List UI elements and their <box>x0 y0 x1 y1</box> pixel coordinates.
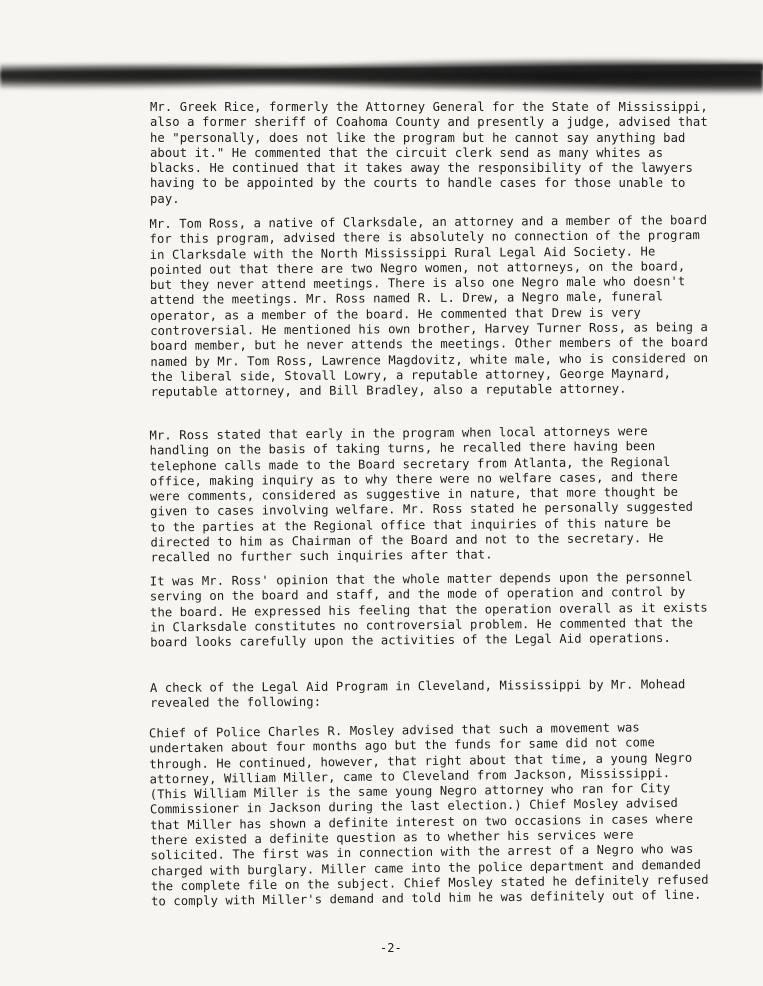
paragraph-cleveland-check: A check of the Legal Aid Program in Cleveland, Mississippi by Mr. Mohead revealed the following: <box>149 677 686 711</box>
paragraph-mosley: Chief of Police Charles R. Mosley advised that such a movement was undertaken about four months ago but the funds for same did not come through. He continued, however, that right about that time, a young Negro attorney, William Miller, came to Cleveland from Jackson, Mississippi. (This William Miller is the same young Negro attorney who ran for City Commissioner in Jackson during the last election.) Chief Mosley advised that Miller has shown a definite interest on two occasions in cases where there existed a definite question as to whether his services were solicited. The first was in connection with the arrest of a Negro who was charged with burglary. Miller came into the police department and demanded the complete file on the subject. Chief Mosley stated he definitely refused to comply with Miller's demand and told him he was definitely out of line. <box>148 720 709 909</box>
paragraph-ross-calls: Mr. Ross stated that early in the program when local attorneys were handling on the basis of taking turns, he recalled there having been telephone calls made to the Board secretary from Atlanta, the Regional office, making inquiry as to why there were no welfare cases, and there were comments, considered as suggestive in nature, that more thought be given to cases involving welfare. Mr. Ross stated he personally suggested to the parties at the Regional office that inquiries of this nature be directed to him as Chairman of the Board and not to the secretary. He recalled no further such inquiries after that. <box>149 424 694 565</box>
page-number: -2- <box>380 941 402 955</box>
paragraph-rice: Mr. Greek Rice, formerly the Attorney General for the State of Mississippi, also a former sheriff of Coahoma County and presently a judge, advised that he "personally, does not like the program but he cannot say anything bad about it." He commented that the circuit clerk send as many whites as blacks. He continued that it takes away the responsibility of the lawyers having to be appointed by the courts to handle cases for those unable to pay. <box>150 100 708 206</box>
paragraph-ross-board: Mr. Tom Ross, a native of Clarksdale, an attorney and a member of the board for this program, advised there is absolutely no connection of the program in Clarksdale with the North Mississippi Rural Legal Aid Society. He pointed out that there are two Negro women, not attorneys, on the board, but they never attend meetings. There is also one Negro male who doesn't attend the meetings. Mr. Ross named R. L. Drew, a Negro male, funeral operator, as a member of the board. He commented that Drew is very controversial. He mentioned his own brother, Harvey Turner Ross, as being a board member, but he never attends the meetings. Other members of the board named by Mr. Tom Ross, Lawrence Magdovitz, white male, who is considered on the liberal side, Stovall Lowry, a reputable attorney, George Maynard, reputable attorney, and Bill Bradley, also a reputable attorney. <box>149 213 709 400</box>
paragraph-ross-opinion: It was Mr. Ross' opinion that the whole matter depends upon the personnel serving on the board and staff, and the mode of operation and control by the board. He expressed his feeling that the operation overall as it exists in Clarksdale constitutes no controversial problem. He commented that the board looks carefully upon the activities of the Legal Aid operations. <box>149 569 708 650</box>
